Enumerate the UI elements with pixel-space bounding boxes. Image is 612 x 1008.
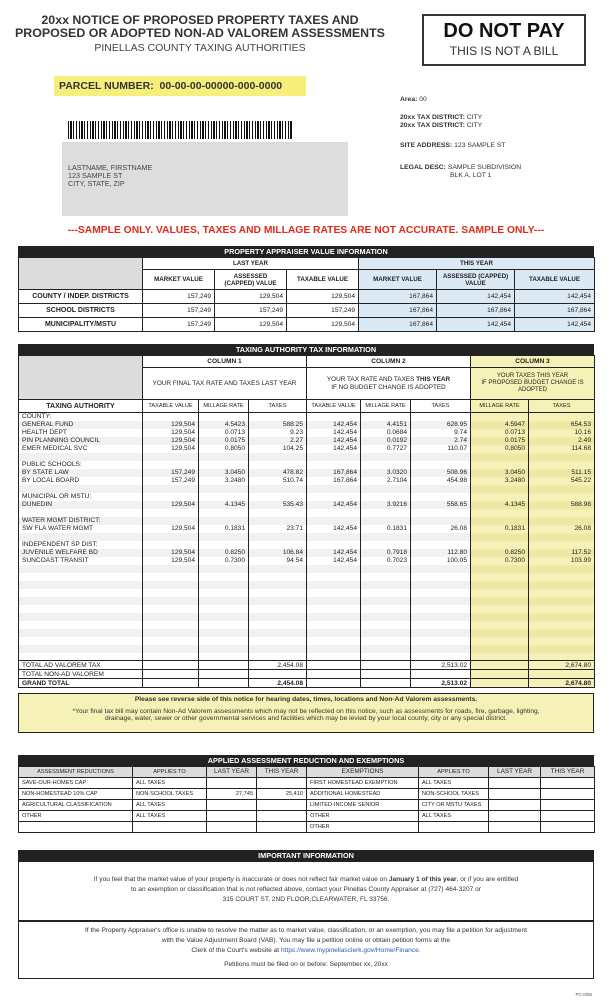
spacer <box>414 461 467 469</box>
tax-value: 10.16 <box>574 429 591 436</box>
spacer <box>532 541 591 549</box>
tax-value: 157,249 <box>171 477 195 484</box>
parcel-number: PARCEL NUMBER: 00-00-00-00000-000-0000 <box>54 76 306 96</box>
section-title: TAXING AUTHORITY TAX INFORMATION <box>18 344 594 355</box>
spacer <box>310 509 357 517</box>
tax-value: 4.5947 <box>504 421 525 428</box>
assessment-reduction-section <box>18 755 594 833</box>
tax-value: 558.65 <box>446 501 467 508</box>
group-heading: WATER MGMT DISTRICT: <box>22 517 101 524</box>
spacer <box>146 461 195 469</box>
tax-value: 2.27 <box>290 437 303 444</box>
tax-value: 142,454 <box>333 501 357 508</box>
spacer <box>414 485 467 493</box>
taxing-authority-section <box>18 344 594 688</box>
total-non-ad-valorem-row: TOTAL NON-AD VALOREM <box>19 670 595 679</box>
tax-value: 142,454 <box>333 557 357 564</box>
authority-name: BY LOCAL BOARD <box>22 477 80 484</box>
spacer <box>146 517 195 525</box>
spacer <box>202 453 245 461</box>
tax-value: 129,504 <box>171 525 195 532</box>
spacer <box>414 493 467 501</box>
do-not-pay-box <box>422 14 586 66</box>
spacer <box>474 493 525 501</box>
tax-value: 129,504 <box>171 445 195 452</box>
spacer <box>364 453 407 461</box>
legal-desc-info: LEGAL DESC: SAMPLE SUBDIVISION BLK A, LOT 1 <box>400 164 522 179</box>
section-title: PROPERTY APPRAISER VALUE INFORMATION <box>18 246 594 257</box>
tax-value: 0.0713 <box>504 429 525 436</box>
spacer <box>202 517 245 525</box>
authority-name: JUVENILE WELFARE BD <box>22 549 98 556</box>
market-value-paragraph: If you feel that the market value of your property is inaccurate or does not reflect fair market value on January 1 of this year, or if you are entitled to an exemption or classification that is not reflected above, contact your Pinellas County Appraiser at (727) 464-3207 or 315 COURT ST, 2ND FLOOR,CLEARWATER, FL 33756. <box>18 861 594 921</box>
tax-value: 9.23 <box>290 429 303 436</box>
mailing-address <box>62 142 348 216</box>
spacer <box>252 509 303 517</box>
spacer <box>202 533 245 541</box>
tax-value: 454.98 <box>446 477 467 484</box>
spacer <box>22 485 139 493</box>
value-table: LAST YEAR THIS YEAR MARKET VALUE ASSESSED (CAPPED) VALUE TAXABLE VALUE MARKET VALUE ASSESSED (CAPPED) VALUE TAXABLE VALUE COUNTY / INDEP. DISTRICTS 157,249 129,504 129,504 167,864 142,454 142,454 SCHOOL DISTRICTS 157,249 157,249 157,249 167,864 167,864 167,864 MUNICIPALITY/MSTU 157,249 129,504 129,504 167,864 142,454 142,454 <box>18 257 595 332</box>
authority-name: GENERAL FUND <box>22 421 74 428</box>
authority-name: SUNCOAST TRANSIT <box>22 557 89 564</box>
barcode <box>68 121 292 139</box>
tax-value: 0.7918 <box>386 549 407 556</box>
spacer <box>532 485 591 493</box>
section-title: APPLIED ASSESSMENT REDUCTION AND EXEMPTIONS <box>18 755 594 766</box>
spacer <box>310 413 357 421</box>
tax-value: 628.95 <box>446 421 467 428</box>
spacer <box>532 453 591 461</box>
spacer <box>310 493 357 501</box>
owner-name: LASTNAME, FIRSTNAME <box>68 163 153 172</box>
authority-name: DUNEDIN <box>22 501 53 508</box>
spacer <box>364 493 407 501</box>
tax-value: 478.82 <box>282 469 303 476</box>
tax-value: 26.08 <box>450 525 467 532</box>
tax-value: 110.07 <box>447 445 467 452</box>
spacer <box>252 517 303 525</box>
tax-value: 103.99 <box>570 557 591 564</box>
tax-value: 4.4151 <box>386 421 407 428</box>
spacer <box>146 509 195 517</box>
tax-value: 129,504 <box>171 501 195 508</box>
spacer <box>202 493 245 501</box>
tax-value: 9.74 <box>454 429 467 436</box>
spacer <box>364 485 407 493</box>
tax-value: 23.71 <box>286 525 303 532</box>
tax-table: COLUMN 1 COLUMN 2 COLUMN 3 YOUR FINAL TAX RATE AND TAXES LAST YEAR YOUR TAX RATE AND TAXES THIS YEAR IF NO BUDGET CHANGE IS ADOPTED YOUR TAXES THIS YEAR IF PROPOSED BUDGET CHANGE IS ADOPTED TAXING AUTHORITY TAXABLE VALUE MILLAGE RATE TAXES TAXABLE VALUE MILLAGE RATE TAXES MILLAGE RATE TAXES COUNTY: GENERAL FUND HEALTH DEPT PIN PLANNING COUNCIL EMER MEDICAL SVC PUBLIC SCHOOLS: BY STATE LAW BY LOCAL BOARD MUNICIPAL OR MSTU: DUNEDIN WATER MGMT DISTRICT: SW FLA WATER MGMT INDEPENDENT SP DIST: JUVENILE WELFARE BD SUNCOAST TRANSIT 129,504 129,504 129,504 129,504 157,249 157,249 129,504 129,504 129,504 129,504 4.5423 0.0713 0.0175 0.8050 3.0450 3.2480 4.1345 0.1831 0.8250 0.7300 588.25 9.23 2.27 104.25 478.82 510.74 535.43 23.71 106.84 94.54 142,454 142,454 142,454 142,454 167,864 167,864 142,454 142,454 142,454 142,454 4.4151 0.0684 0.0192 0.7727 3.0320 2.7104 3.9216 0.1831 0.7918 0.7023 628.95 9.74 2.74 110.07 508.96 454.98 558.65 26.08 112.80 100.05 4.5947 0.0713 0.0175 0.8050 3.0450 3.2480 4.1345 0.1831 0.8250 0.7300 654.53 10.16 2.49 114.68 511.15 545.22 588.98 26.08 117.52 103.99 TOTAL AD VALOREM TAX 2,454.08 2,513.02 2,674.80 TOTAL NON-AD VALOREM GRAND TOTAL 2,454.08 2,513.02 2,674.80 <box>18 355 595 688</box>
tax-value: 0.8250 <box>224 549 245 556</box>
not-a-bill-label: THIS IS NOT A BILL <box>449 44 559 58</box>
tax-value: 94.54 <box>286 557 303 564</box>
group-heading: PUBLIC SCHOOLS: <box>22 461 82 468</box>
authority-name: EMER MEDICAL SVC <box>22 445 88 452</box>
tax-value: 0.8050 <box>224 445 245 452</box>
tax-value: 2.74 <box>454 437 467 444</box>
this-year-header: THIS YEAR <box>359 258 595 270</box>
tax-value: 129,504 <box>171 429 195 436</box>
spacer <box>252 485 303 493</box>
group-heading: MUNICIPAL OR MSTU: <box>22 493 92 500</box>
column-2-header: COLUMN 2 <box>307 356 471 368</box>
spacer <box>414 509 467 517</box>
spacer <box>146 453 195 461</box>
spacer <box>364 509 407 517</box>
spacer <box>252 533 303 541</box>
spacer <box>310 517 357 525</box>
spacer <box>146 493 195 501</box>
tax-value: 0.7023 <box>386 557 407 564</box>
spacer <box>22 453 139 461</box>
spacer <box>474 413 525 421</box>
spacer <box>364 413 407 421</box>
tax-value: 4.5423 <box>224 421 245 428</box>
tax-value: 0.8050 <box>504 445 525 452</box>
tax-value: 545.22 <box>570 477 591 484</box>
reduction-table: ASSESSMENT REDUCTIONS APPLIES TO LAST YEAR THIS YEAR EXEMPTIONS APPLIES TO LAST YEAR THIS YEAR SAVE-OUR-HOMES CAP ALL TAXES FIRST HOMESTEAD EXEMPTION ALL TAXES NON-HOMESTEAD 10% CAP NON-SCHOOL TAXES 27,745 25,410 ADDITIONAL HOMESTEAD NON-SCHOOL TAXES AGRICULTURAL CLASSIFICATION ALL TAXES LIMITED-INCOME SENIOR CITY OR MSTU TAXES OTHER ALL TAXES OTHER ALL TAXES OTHER <box>18 766 595 833</box>
table-row: OTHER ALL TAXES OTHER ALL TAXES <box>19 811 595 822</box>
clerk-website-link[interactable]: https://www.mypinellasclerk.gov/Home/Finance. <box>280 947 421 954</box>
spacer <box>146 533 195 541</box>
tax-value: 0.1831 <box>386 525 407 532</box>
do-not-pay-label: DO NOT PAY <box>443 20 565 42</box>
spacer <box>146 485 195 493</box>
spacer <box>532 533 591 541</box>
spacer <box>22 509 139 517</box>
tax-value: 0.0175 <box>224 437 245 444</box>
tax-value: 535.43 <box>282 501 303 508</box>
grand-total-row: GRAND TOTAL 2,454.08 2,513.02 2,674.80 <box>19 679 595 688</box>
spacer <box>474 461 525 469</box>
non-ad-valorem-notice: Please see reverse side of this notice for hearing dates, times, locations and Non-Ad Valorem assessments. *Your final tax bill may contain Non-Ad Valorem assessments which may not be reflected on this notice, such as assessments for roads, fire, garbage, lighting, drainage, water, sewer or other governmental services and facilities which may be levied by your local county, city or any special district. <box>18 693 594 733</box>
section-title: IMPORTANT INFORMATION <box>18 850 594 861</box>
spacer <box>364 517 407 525</box>
table-row: SAVE-OUR-HOMES CAP ALL TAXES FIRST HOMESTEAD EXEMPTION ALL TAXES <box>19 778 595 789</box>
table-row: MUNICIPALITY/MSTU 157,249 129,504 129,504 167,864 142,454 142,454 <box>19 318 595 332</box>
tax-value: 167,864 <box>333 469 357 476</box>
spacer <box>146 541 195 549</box>
spacer <box>474 517 525 525</box>
tax-value: 142,454 <box>333 437 357 444</box>
spacer <box>532 509 591 517</box>
spacer <box>474 533 525 541</box>
tax-value: 4.1345 <box>224 501 245 508</box>
table-row: NON-HOMESTEAD 10% CAP NON-SCHOOL TAXES 27,745 25,410 ADDITIONAL HOMESTEAD NON-SCHOOL TAXES <box>19 789 595 800</box>
spacer <box>364 461 407 469</box>
spacer <box>532 493 591 501</box>
tax-value: 3.0450 <box>224 469 245 476</box>
spacer <box>414 517 467 525</box>
tax-value: 588.25 <box>282 421 303 428</box>
tax-value: 117.52 <box>571 549 591 556</box>
spacer <box>252 461 303 469</box>
total-ad-valorem-row: TOTAL AD VALOREM TAX 2,454.08 2,513.02 2,674.80 <box>19 661 595 670</box>
owner-city: CITY, STATE, ZIP <box>68 179 125 188</box>
group-heading: INDEPENDENT SP DIST: <box>22 541 98 548</box>
tax-value: 0.1831 <box>504 525 525 532</box>
tax-value: 0.1831 <box>224 525 245 532</box>
spacer <box>310 453 357 461</box>
taxing-authority-label: TAXING AUTHORITY <box>19 400 143 413</box>
spacer <box>202 509 245 517</box>
spacer <box>414 413 467 421</box>
tax-value: 142,454 <box>333 525 357 532</box>
tax-value: 654.53 <box>570 421 591 428</box>
spacer <box>364 541 407 549</box>
tax-value: 129,504 <box>171 437 195 444</box>
spacer <box>414 453 467 461</box>
tax-value: 3.2480 <box>224 477 245 484</box>
tax-value: 511.15 <box>571 469 591 476</box>
tax-value: 3.2480 <box>504 477 525 484</box>
table-row: COUNTY / INDEP. DISTRICTS 157,249 129,504 129,504 167,864 142,454 142,454 <box>19 290 595 304</box>
tax-value: 0.7727 <box>386 445 407 452</box>
spacer <box>252 453 303 461</box>
spacer <box>310 461 357 469</box>
spacer <box>310 485 357 493</box>
spacer <box>364 533 407 541</box>
spacer <box>252 493 303 501</box>
spacer <box>532 517 591 525</box>
authority-name: SW FLA WATER MGMT <box>22 525 94 532</box>
tax-value: 3.0320 <box>386 469 407 476</box>
vab-petition-paragraph: If the Property Appraiser's office is unable to resolve the matter as to market value, classification, or an exemption, you may file a petition for adjustment with the Value Adjustment Board (VAB). You may file a petition online or obtain petition forms at the Clerk of the Court's website at https://www.mypinellasclerk.gov/Home/Finance. Petitions must be filed on or before: September xx, 20xx <box>18 921 594 979</box>
tax-value: 142,454 <box>333 421 357 428</box>
property-appraiser-section <box>18 246 594 332</box>
tax-value: 3.0450 <box>504 469 525 476</box>
spacer <box>414 533 467 541</box>
tax-value: 2.7104 <box>386 477 407 484</box>
authority-name: BY STATE LAW <box>22 469 69 476</box>
tax-value: 3.9216 <box>386 501 407 508</box>
tax-value: 157,249 <box>171 469 195 476</box>
spacer <box>202 485 245 493</box>
column-3-header: COLUMN 3 <box>471 356 595 368</box>
notice-subtitle: PINELLAS COUNTY TAXING AUTHORITIES <box>94 42 306 54</box>
tax-value: 129,504 <box>171 557 195 564</box>
tax-value: 142,454 <box>333 445 357 452</box>
spacer <box>532 413 591 421</box>
last-year-header: LAST YEAR <box>143 258 359 270</box>
spacer <box>146 413 195 421</box>
tax-value: 0.8250 <box>504 549 525 556</box>
form-code: PC-0/06 <box>575 992 592 997</box>
spacer <box>532 461 591 469</box>
spacer <box>252 541 303 549</box>
spacer <box>474 485 525 493</box>
tax-value: 0.0175 <box>504 437 525 444</box>
tax-value: 0.7300 <box>504 557 525 564</box>
tax-value: 129,504 <box>171 421 195 428</box>
site-address-info: SITE ADDRESS: 123 SAMPLE ST <box>400 142 506 149</box>
column-1-header: COLUMN 1 <box>143 356 307 368</box>
tax-value: 0.0713 <box>224 429 245 436</box>
tax-value: 142,454 <box>333 549 357 556</box>
tax-value: 0.0192 <box>386 437 407 444</box>
spacer <box>310 541 357 549</box>
area-info: Area: 00 <box>400 96 427 103</box>
tax-value: 588.98 <box>570 501 591 508</box>
tax-value: 26.08 <box>574 525 591 532</box>
tax-district-info: 20xx TAX DISTRICT: CITY 20xx TAX DISTRICT: CITY <box>400 114 483 129</box>
spacer <box>414 541 467 549</box>
spacer <box>202 541 245 549</box>
spacer <box>22 533 139 541</box>
authority-name: HEALTH DEPT <box>22 429 67 436</box>
spacer <box>474 541 525 549</box>
tax-value: 510.74 <box>282 477 303 484</box>
spacer <box>474 509 525 517</box>
authority-names <box>19 413 143 661</box>
tax-value: 106.84 <box>282 549 303 556</box>
tax-value: 4.1345 <box>504 501 525 508</box>
tax-value: 100.05 <box>446 557 467 564</box>
tax-value: 104.25 <box>282 445 303 452</box>
tax-value: 167,864 <box>333 477 357 484</box>
tax-value: 112.80 <box>447 549 467 556</box>
table-row: AGRICULTURAL CLASSIFICATION ALL TAXES LIMITED-INCOME SENIOR CITY OR MSTU TAXES <box>19 800 595 811</box>
spacer <box>252 413 303 421</box>
tax-value: 0.7300 <box>224 557 245 564</box>
group-heading: COUNTY: <box>22 413 52 420</box>
tax-value: 142,454 <box>333 429 357 436</box>
sample-banner: ---SAMPLE ONLY. VALUES, TAXES AND MILLAGE RATES ARE NOT ACCURATE. SAMPLE ONLY--- <box>67 225 545 236</box>
spacer <box>202 413 245 421</box>
tax-value: 0.0684 <box>386 429 407 436</box>
table-row: SCHOOL DISTRICTS 157,249 157,249 157,249 167,864 167,864 167,864 <box>19 304 595 318</box>
spacer <box>202 461 245 469</box>
owner-street: 123 SAMPLE ST <box>68 171 123 180</box>
spacer <box>474 453 525 461</box>
notice-title: 20xx NOTICE OF PROPOSED PROPERTY TAXES AND PROPOSED OR ADOPTED NON-AD VALOREM ASSESSMENTS <box>15 13 385 40</box>
important-info-section <box>18 850 594 861</box>
authority-name: PIN PLANNING COUNCIL <box>22 437 101 444</box>
tax-value: 508.96 <box>446 469 467 476</box>
tax-value: 2.49 <box>578 437 591 444</box>
table-row: OTHER <box>19 822 595 833</box>
tax-value: 114.68 <box>571 445 591 452</box>
spacer <box>310 533 357 541</box>
tax-value: 129,504 <box>171 549 195 556</box>
